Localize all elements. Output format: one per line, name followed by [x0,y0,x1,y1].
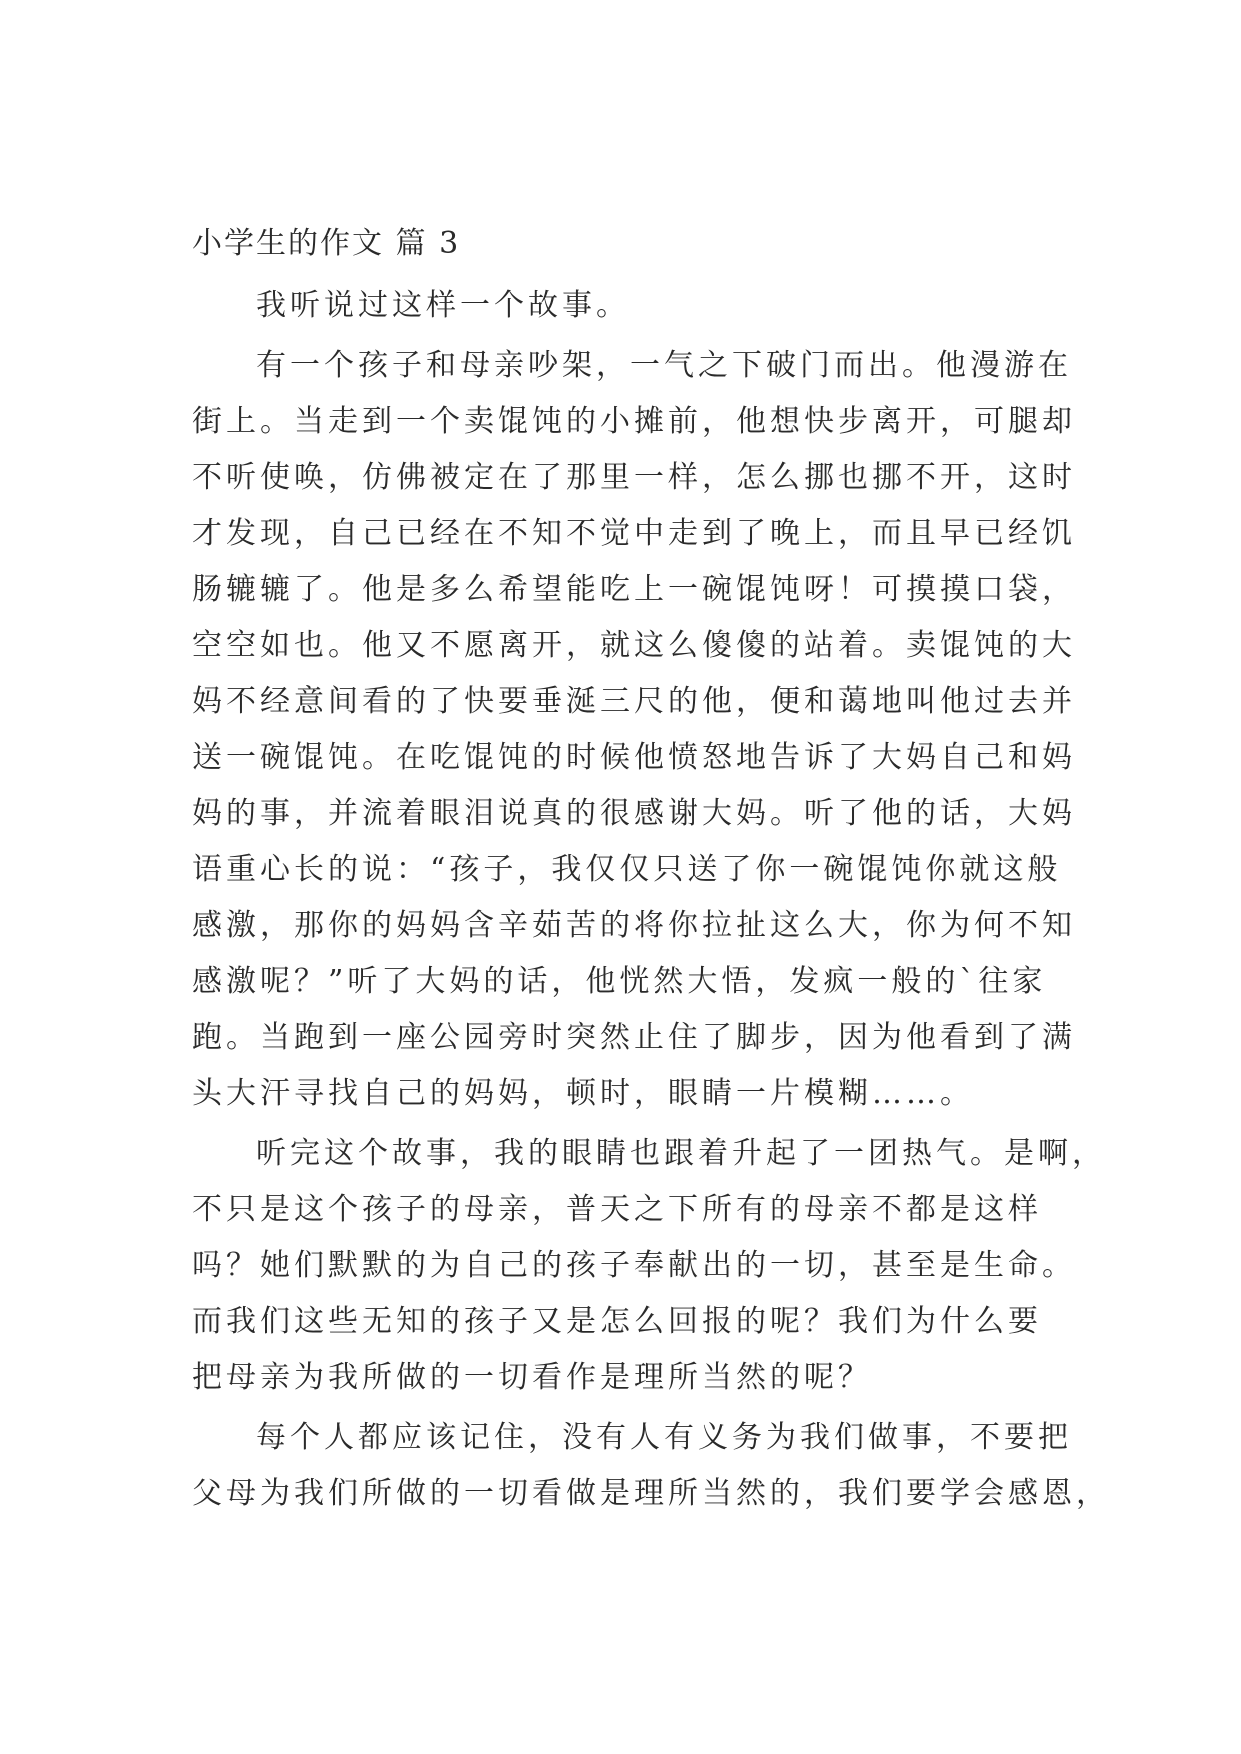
paragraph-line: 感激呢？”听了大妈的话，他恍然大悟，发疯一般的`往家 [192,964,1047,999]
paragraph-line: 才发现，自己已经在不知不觉中走到了晚上，而且早已经饥 [192,516,1076,551]
document-body [192,224,1110,1526]
paragraph-line: 街上。当走到一个卖馄饨的小摊前，他想快步离开，可腿却 [192,404,1076,439]
paragraph-line: 感激，那你的妈妈含辛茹苦的将你拉扯这么大，你为何不知 [192,908,1076,943]
paragraph-line: 有一个孩子和母亲吵架，一气之下破门而出。他漫游在 [256,348,1072,383]
essay-title: 小学生的作文 篇 3 [192,226,461,261]
paragraph-line: 每个人都应该记住，没有人有义务为我们做事，不要把 [256,1420,1072,1455]
paragraph-1 [192,278,1044,334]
paragraph-line: 空空如也。他又不愿离开，就这么傻傻的站着。卖馄饨的大 [192,628,1076,663]
paragraph-line: 跑。当跑到一座公园旁时突然止住了脚步，因为他看到了满 [192,1020,1076,1055]
paragraph-line: 父母为我们所做的一切看做是理所当然的，我们要学会感恩， [192,1476,1110,1511]
paragraph-4 [192,1410,1110,1522]
paragraph-line: 语重心长的说：“孩子，我仅仅只送了你一碗馄饨你就这般 [192,852,1062,887]
paragraph-line: 不只是这个孩子的母亲，普天之下所有的母亲不都是这样 [192,1192,1042,1227]
paragraph-2 [192,338,1076,1122]
paragraph-line: 不听使唤，仿佛被定在了那里一样，怎么挪也挪不开，这时 [192,460,1076,495]
paragraph-line: 送一碗馄饨。在吃馄饨的时候他愤怒地告诉了大妈自己和妈 [192,740,1076,775]
paragraph-line: 我听说过这样一个故事。 [256,288,630,323]
paragraph-line: 把母亲为我所做的一切看作是理所当然的呢？ [192,1360,872,1395]
paragraph-line: 吗？她们默默的为自己的孩子奉献出的一切，甚至是生命。 [192,1248,1076,1283]
paragraph-3 [192,1126,1106,1406]
paragraph-line: 头大汗寻找自己的妈妈，顿时，眼睛一片模糊……。 [192,1076,974,1111]
paragraph-line: 听完这个故事，我的眼睛也跟着升起了一团热气。是啊， [256,1136,1106,1171]
paragraph-line: 妈的事，并流着眼泪说真的很感谢大妈。听了他的话，大妈 [192,796,1076,831]
paragraph-line: 而我们这些无知的孩子又是怎么回报的呢？我们为什么要 [192,1304,1042,1339]
paragraph-line: 肠辘辘了。他是多么希望能吃上一碗馄饨呀！可摸摸口袋， [192,572,1076,607]
paragraph-line: 妈不经意间看的了快要垂涎三尺的他，便和蔼地叫他过去并 [192,684,1076,719]
